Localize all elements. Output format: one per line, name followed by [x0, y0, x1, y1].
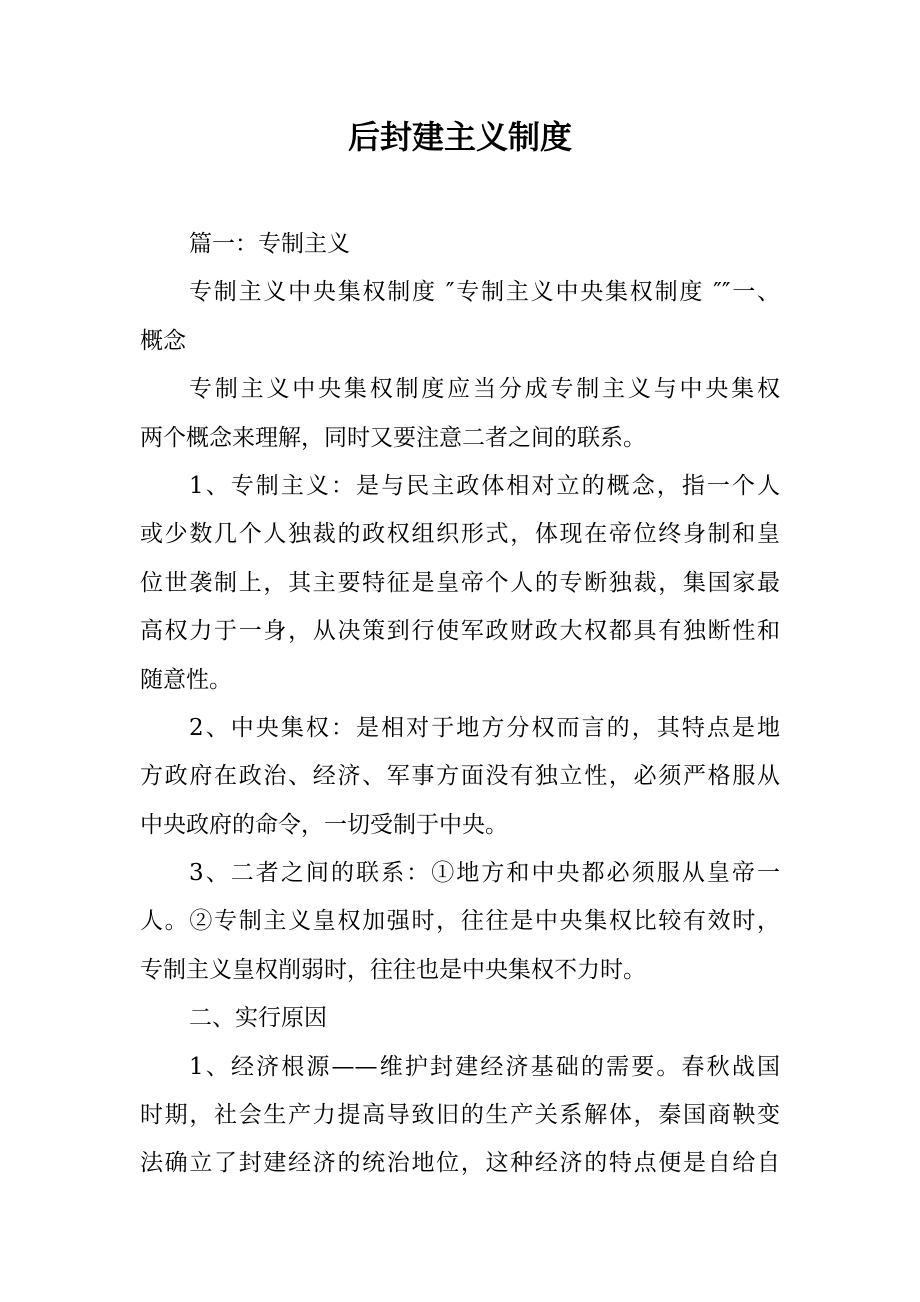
text-line: 专制主义中央集权制度应当分成专制主义与中央集权: [189, 376, 780, 403]
text-line: 概念: [140, 327, 186, 354]
text-line: 随意性。: [140, 666, 232, 693]
text-line: 或少数几个人独裁的政权组织形式，体现在帝位终身制和皇: [140, 521, 780, 548]
text-line: 1、专制主义：是与民主政体相对立的概念，指一个人: [189, 472, 780, 499]
text-line: 2、中央集权：是相对于地方分权而言的，其特点是地: [189, 714, 780, 741]
text-line: 方政府在政治、经济、军事方面没有独立性，必须严格服从: [140, 763, 780, 790]
document-body: [140, 220, 800, 1188]
text-line: 中央政府的命令，一切受制于中央。: [140, 811, 508, 838]
text-line: 位世袭制上，其主要特征是皇帝个人的专断独裁，集国家最: [140, 569, 780, 596]
text-line: 人。②专制主义皇权加强时，往往是中央集权比较有效时，: [140, 908, 780, 935]
text-line: 二、实行原因: [189, 1005, 327, 1032]
text-line: 专制主义中央集权制度 ″专制主义中央集权制度 ″″一、: [189, 279, 780, 306]
text-line: 高权力于一身，从决策到行使军政财政大权都具有独断性和: [140, 618, 780, 645]
document-title: 后封建主义制度: [347, 118, 572, 156]
text-line: 法确立了封建经济的统治地位，这种经济的特点便是自给自: [140, 1150, 780, 1177]
text-line: 时期，社会生产力提高导致旧的生产关系解体，秦国商鞅变: [140, 1102, 780, 1129]
text-line: 篇一：专制主义: [189, 231, 350, 257]
text-line: 专制主义皇权削弱时，往往也是中央集权不力时。: [140, 956, 646, 983]
text-line: 3、二者之间的联系：①地方和中央都必须服从皇帝一: [189, 860, 780, 887]
text-line: 1、经济根源——维护封建经济基础的需要。春秋战国: [189, 1053, 780, 1080]
text-line: 两个概念来理解，同时又要注意二者之间的联系。: [140, 424, 646, 451]
